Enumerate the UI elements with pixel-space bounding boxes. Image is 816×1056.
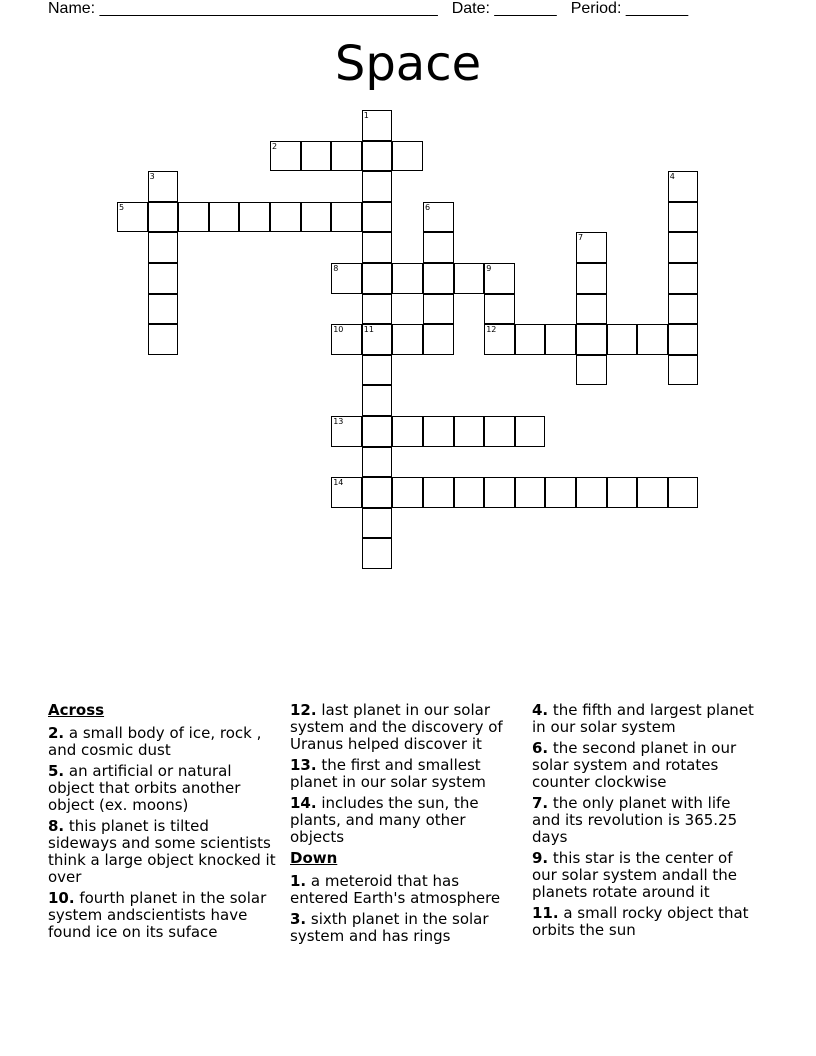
grid-cell[interactable]	[392, 263, 423, 294]
clue-num: 5.	[48, 762, 65, 780]
grid-cell[interactable]	[362, 508, 393, 539]
grid-cell[interactable]	[362, 538, 393, 569]
grid-cell[interactable]	[576, 232, 607, 263]
grid-cell[interactable]	[668, 324, 699, 355]
clue-text: an artificial or natural object that orbits another object (ex. moons)	[48, 762, 241, 814]
grid-cell[interactable]	[515, 324, 546, 355]
clue-item	[48, 818, 278, 886]
grid-cell[interactable]	[392, 141, 423, 172]
grid-cell[interactable]	[148, 202, 179, 233]
grid-cell[interactable]	[423, 263, 454, 294]
grid-cell[interactable]	[148, 171, 179, 202]
clue-text: fourth planet in the solar system andscientists have found ice on its suface	[48, 889, 267, 941]
clue-num: 4.	[532, 701, 549, 719]
period-field-label[interactable]: Period: _______	[570, 0, 689, 17]
grid-cell[interactable]	[362, 263, 393, 294]
clue-item	[290, 702, 520, 753]
clue-text: a meteroid that has entered Earth's atmosphere	[290, 872, 501, 907]
grid-cell[interactable]	[148, 232, 179, 263]
grid-cell[interactable]	[362, 110, 393, 141]
grid-cell[interactable]	[362, 202, 393, 233]
grid-cell[interactable]	[209, 202, 240, 233]
clue-num: 12.	[290, 701, 317, 719]
grid-cell[interactable]	[668, 171, 699, 202]
clue-num: 14.	[290, 794, 317, 812]
grid-cell[interactable]	[148, 294, 179, 325]
clue-item	[290, 911, 520, 945]
clue-num: 3.	[290, 910, 307, 928]
clue-number: 9	[486, 264, 492, 273]
clues-column-2	[290, 702, 520, 949]
clue-text: the second planet in our solar system and rotates counter clockwise	[532, 739, 737, 791]
clue-text: this planet is tilted sideways and some scientists think a large object knocked it over	[48, 817, 276, 886]
clue-num: 11.	[532, 904, 559, 922]
worksheet-header	[48, 0, 702, 18]
grid-cell[interactable]	[331, 477, 362, 508]
clue-item	[532, 702, 762, 736]
grid-cell[interactable]	[484, 324, 515, 355]
clue-number: 13	[333, 417, 344, 426]
clue-num: 7.	[532, 794, 549, 812]
clue-number: 14	[333, 478, 344, 488]
grid-cell[interactable]	[423, 232, 454, 263]
grid-cell[interactable]	[331, 324, 362, 355]
grid-cell[interactable]	[668, 263, 699, 294]
grid-cell[interactable]	[331, 141, 362, 172]
grid-cell[interactable]	[668, 294, 699, 325]
clue-text: the only planet with life and its revolution is 365.25 days	[532, 794, 738, 846]
grid-cell[interactable]	[454, 416, 485, 447]
clue-text: includes the sun, the plants, and many other objects	[290, 794, 479, 846]
clue-num: 13.	[290, 756, 317, 774]
clue-item	[532, 795, 762, 846]
clue-num: 6.	[532, 739, 549, 757]
grid-cell[interactable]	[331, 202, 362, 233]
grid-cell[interactable]	[637, 324, 668, 355]
clue-number: 10	[333, 325, 344, 335]
down-heading: Down	[290, 849, 338, 867]
clue-item	[48, 763, 278, 814]
clue-num: 8.	[48, 817, 65, 835]
grid-cell[interactable]	[331, 263, 362, 294]
clue-item	[290, 757, 520, 791]
grid-cell[interactable]	[362, 141, 393, 172]
grid-cell[interactable]	[545, 477, 576, 508]
grid-cell[interactable]	[270, 202, 301, 233]
grid-cell[interactable]	[362, 355, 393, 386]
clue-num: 9.	[532, 849, 549, 867]
grid-cell[interactable]	[454, 477, 485, 508]
grid-cell[interactable]	[362, 385, 393, 416]
grid-cell[interactable]	[148, 263, 179, 294]
grid-cell[interactable]	[362, 324, 393, 355]
grid-cell[interactable]	[607, 477, 638, 508]
clue-item	[532, 905, 762, 939]
clue-item	[290, 795, 520, 846]
clue-number: 12	[486, 325, 497, 335]
clue-text: a small body of ice, rock , and cosmic dust	[48, 724, 262, 759]
puzzle-title: Space	[334, 36, 482, 92]
grid-cell[interactable]	[362, 447, 393, 478]
grid-cell[interactable]	[637, 477, 668, 508]
grid-cell[interactable]	[454, 263, 485, 294]
clue-num: 1.	[290, 872, 307, 890]
grid-cell[interactable]	[148, 324, 179, 355]
clue-number: 2	[272, 141, 278, 151]
clue-number: 8	[333, 264, 339, 273]
clue-text: the fifth and largest planet in our solar system	[532, 701, 754, 736]
grid-cell[interactable]	[576, 355, 607, 386]
grid-cell[interactable]	[270, 141, 301, 172]
grid-cell[interactable]	[545, 324, 576, 355]
grid-cell[interactable]	[117, 202, 148, 233]
clue-item	[290, 873, 520, 907]
clue-num: 10.	[48, 889, 75, 907]
clue-number: 7	[578, 233, 584, 243]
clue-item	[532, 740, 762, 791]
clue-number: 1	[363, 111, 369, 120]
clue-text: a small rocky object that orbits the sun	[532, 904, 749, 939]
date-field-label[interactable]: Date: _______	[451, 0, 557, 17]
grid-cell[interactable]	[484, 416, 515, 447]
name-field-label[interactable]: Name: ______________________________________	[48, 0, 438, 17]
grid-cell[interactable]	[392, 324, 423, 355]
grid-cell[interactable]	[301, 141, 332, 172]
grid-cell[interactable]	[423, 416, 454, 447]
clue-text: this star is the center of our solar system andall the planets rotate around it	[532, 849, 738, 901]
clue-number: 5	[119, 202, 125, 212]
grid-cell[interactable]	[484, 263, 515, 294]
grid-cell[interactable]	[301, 202, 332, 233]
grid-cell[interactable]	[484, 477, 515, 508]
clue-num: 2.	[48, 724, 65, 742]
grid-cell[interactable]	[423, 477, 454, 508]
grid-cell[interactable]	[607, 324, 638, 355]
grid-cell[interactable]	[362, 477, 393, 508]
clue-item	[48, 890, 278, 941]
clue-item	[532, 850, 762, 901]
clue-number: 4	[669, 172, 675, 182]
grid-cell[interactable]	[423, 324, 454, 355]
grid-cell[interactable]	[362, 294, 393, 325]
grid-cell[interactable]	[668, 355, 699, 386]
grid-cell[interactable]	[515, 416, 546, 447]
clues-column-3	[532, 702, 762, 943]
clue-text: last planet in our solar system and the discovery of Uranus helped discover it	[290, 701, 503, 753]
clue-number: 3	[149, 172, 155, 182]
clues-column-1	[48, 702, 278, 945]
grid-cell[interactable]	[392, 416, 423, 447]
grid-cell[interactable]	[576, 294, 607, 325]
grid-cell[interactable]	[576, 263, 607, 294]
grid-cell[interactable]	[178, 202, 209, 233]
grid-cell[interactable]	[423, 294, 454, 325]
grid-cell[interactable]	[668, 477, 699, 508]
clue-item	[48, 725, 278, 759]
clue-number: 6	[425, 202, 431, 212]
grid-cell[interactable]	[668, 232, 699, 263]
across-heading: Across	[48, 701, 105, 719]
grid-cell[interactable]	[362, 232, 393, 263]
grid-cell[interactable]	[239, 202, 270, 233]
grid-cell[interactable]	[392, 477, 423, 508]
grid-cell[interactable]	[331, 416, 362, 447]
grid-cell[interactable]	[576, 324, 607, 355]
grid-cell[interactable]	[515, 477, 546, 508]
grid-cell[interactable]	[576, 477, 607, 508]
grid-cell[interactable]	[362, 171, 393, 202]
clue-number: 11	[363, 325, 374, 335]
clue-text: the first and smallest planet in our solar system	[290, 756, 486, 791]
grid-cell[interactable]	[423, 202, 454, 233]
clue-text: sixth planet in the solar system and has rings	[290, 910, 489, 945]
grid-cell[interactable]	[362, 416, 393, 447]
grid-cell[interactable]	[484, 294, 515, 325]
grid-cell[interactable]	[668, 202, 699, 233]
